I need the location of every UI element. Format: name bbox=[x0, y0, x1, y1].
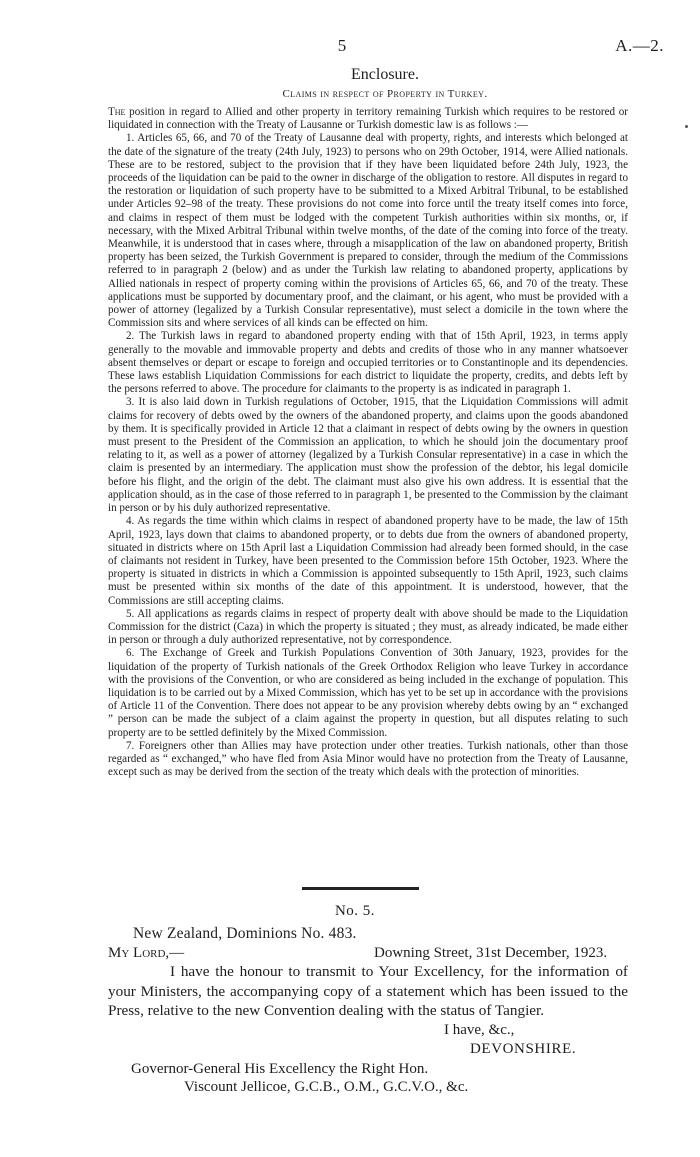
paragraph-2: 2. The Turkish laws in regard to abandoned property ending with that of 15th April, 1923, in terms apply generally to the movable and immovable property and debts and credits of those who in any manner whatsoever absent themselves or depart or escape to foreign and occupied territories or to Constantinople and its dependencies. These laws establish Liquidation Commissions for each district to liquidate the property, credits, and debts left by the persons referred to above. The procedure for claimants to the property is as indicated in paragraph 1. bbox=[108, 330, 628, 396]
addressee-line-1: Governor-General His Excellency the Right Hon. bbox=[131, 1061, 429, 1077]
closing: I have, &c., bbox=[444, 1022, 515, 1038]
paragraph-3: 3. It is also laid down in Turkish regulations of October, 1915, that the Liquidation Commissions will admit claims for recovery of debts owed by the owners of the abandoned property, and claims upon the goods abandoned by them. It is specifically provided in Article 12 that a claimant in respect of debts owing by the owners in question must present to the President of the Commission an application, to which he should join the documentary proof relating to it, as well as a power of attorney (legalized by a Turkish Consular representative) in a case in which the claim is presented by an intermediary. The application must show the profession of the debtor, his legal domicile before his flight, and the origin of the debt. The claimant must also give his own address. It is essential that the application should, as in the case of those referred to in paragraph 1, be presented to the Commission by the claimant in person or by his duly authorized representative. bbox=[108, 396, 628, 515]
dateline: Downing Street, 31st December, 1923. bbox=[374, 945, 608, 961]
salutation bbox=[108, 944, 184, 963]
enclosure-subtitle: Claims in respect of Property in Turkey. bbox=[282, 88, 488, 100]
addressee-line-2: Viscount Jellicoe, G.C.B., O.M., G.C.V.O., &c. bbox=[184, 1079, 469, 1095]
salutation-text: My Lord,— bbox=[108, 945, 185, 961]
signature: DEVONSHIRE. bbox=[470, 1041, 577, 1057]
paragraph-text: position in regard to Allied and other property in territory remaining Turkish which requires to be restored or liquidated in connection with the Treaty of Lausanne or Turkish domestic law is as follows :— bbox=[108, 106, 628, 132]
letter-number: No. 5. bbox=[334, 903, 376, 919]
paragraph-1: 1. Articles 65, 66, and 70 of the Treaty of Lausanne deal with property, rights, and interests which belonged at the date of the signature of the treaty (24th July, 1923) to persons who on 29th October, 1914, were Allied nationals. These are to be restored, subject to the provision that if they have been liquidated before 24th July, 1923, the proceeds of the liquidation can be paid to the owner in discharge of the obligation to restore. All disputes in regard to the restoration or liquidation of such property have to be submitted to a Mixed Arbitral Tribunal, to be established under Articles 92–98 of the treaty. These provisions do not come into force until the treaty itself comes into force, and claims in respect of them must be lodged with the competent Turkish authorities within six months, or, if necessary, with the Mixed Arbitral Tribunal within twelve months, of the date of the coming into force of the treaty. Meanwhile, it is understood that in cases where, through a misapplication of the law on abandoned property, British property has been seized, the Turkish Government is prepared to consider, through the medium of the Commissions referred to in paragraph 2 (below) and as under the Turkish law relating to abandoned property, applications by Allied nationals in respect of property coming within the provisions of Articles 65, 66, and 70 of the treaty. These applications must be supported by documentary proof, and the claimant, or his agent, who must be provided with a power of attorney (legalized by a Turkish Consular representative), must select a domicile in the town where the Commission sits and where services of all kinds can be effected on him. bbox=[108, 132, 628, 330]
document-reference: A.—2. bbox=[615, 36, 664, 55]
letter-body: I have the honour to transmit to Your Excellency, for the information of your Ministers, the accompanying copy of a statement which has been issued to the Press, relative to the new Convention dealing with the status of Tangier. bbox=[108, 963, 628, 1020]
dispatch-line: New Zealand, Dominions No. 483. bbox=[133, 925, 357, 942]
paragraph-4: 4. As regards the time within which claims in respect of abandoned property have to be made, the law of 15th April, 1923, lays down that claims to abandoned property, or to debts due from the owners of abandoned property, situated in districts where on 15th April last a Liquidation Commission had already been formed should, in the case of claimants not resident in Turkey, have been presented to the Commission before 15th October, 1923. Where the property is situated in districts in which a Commission is appointed subsequently to 15th April, 1923, such claims must be presented within six months of the date of this appointment. It is understood, however, that the Commissions are still accepting claims. bbox=[108, 515, 628, 607]
page-number: 5 bbox=[337, 36, 347, 55]
paragraph-5: 5. All applications as regards claims in respect of property dealt with above should be made to the Liquidation Commission for the district (Caza) in which the property is situated ; they must, as already indicated, be made either in person or through a duly authorized representative, not by correspondence. bbox=[108, 607, 628, 647]
paragraph-7: 7. Foreigners other than Allies may have protection under other treaties. Turkish nationals, other than those regarded as “ exchanged,” who have fled from Asia Minor would have no protection from the Treaty of Lausanne, except such as may be derived from the section of the treaty which deals with the protection of minorities. bbox=[108, 739, 628, 779]
enclosure-title: Enclosure. bbox=[351, 66, 419, 83]
paragraph-6: 6. The Exchange of Greek and Turkish Populations Convention of 30th January, 1923, provides for the liquidation of the property of Turkish nationals of the Greek Orthodox Religion who leave Turkey in accordance with the provisions of the Convention, or who are considered as being included in the exchange of population. This liquidation is to be carried out by a Mixed Commission, which has yet to be set up in accordance with the provisions of Article 11 of the Convention. There does not appear to be any provision whereby debts owing by an “ exchanged ” person can be made the subject of a claim against the property in question, but all disputes relating to such property are to be settled definitely by the Mixed Commission. bbox=[108, 647, 628, 739]
paragraph-lead-word: The bbox=[108, 106, 126, 118]
